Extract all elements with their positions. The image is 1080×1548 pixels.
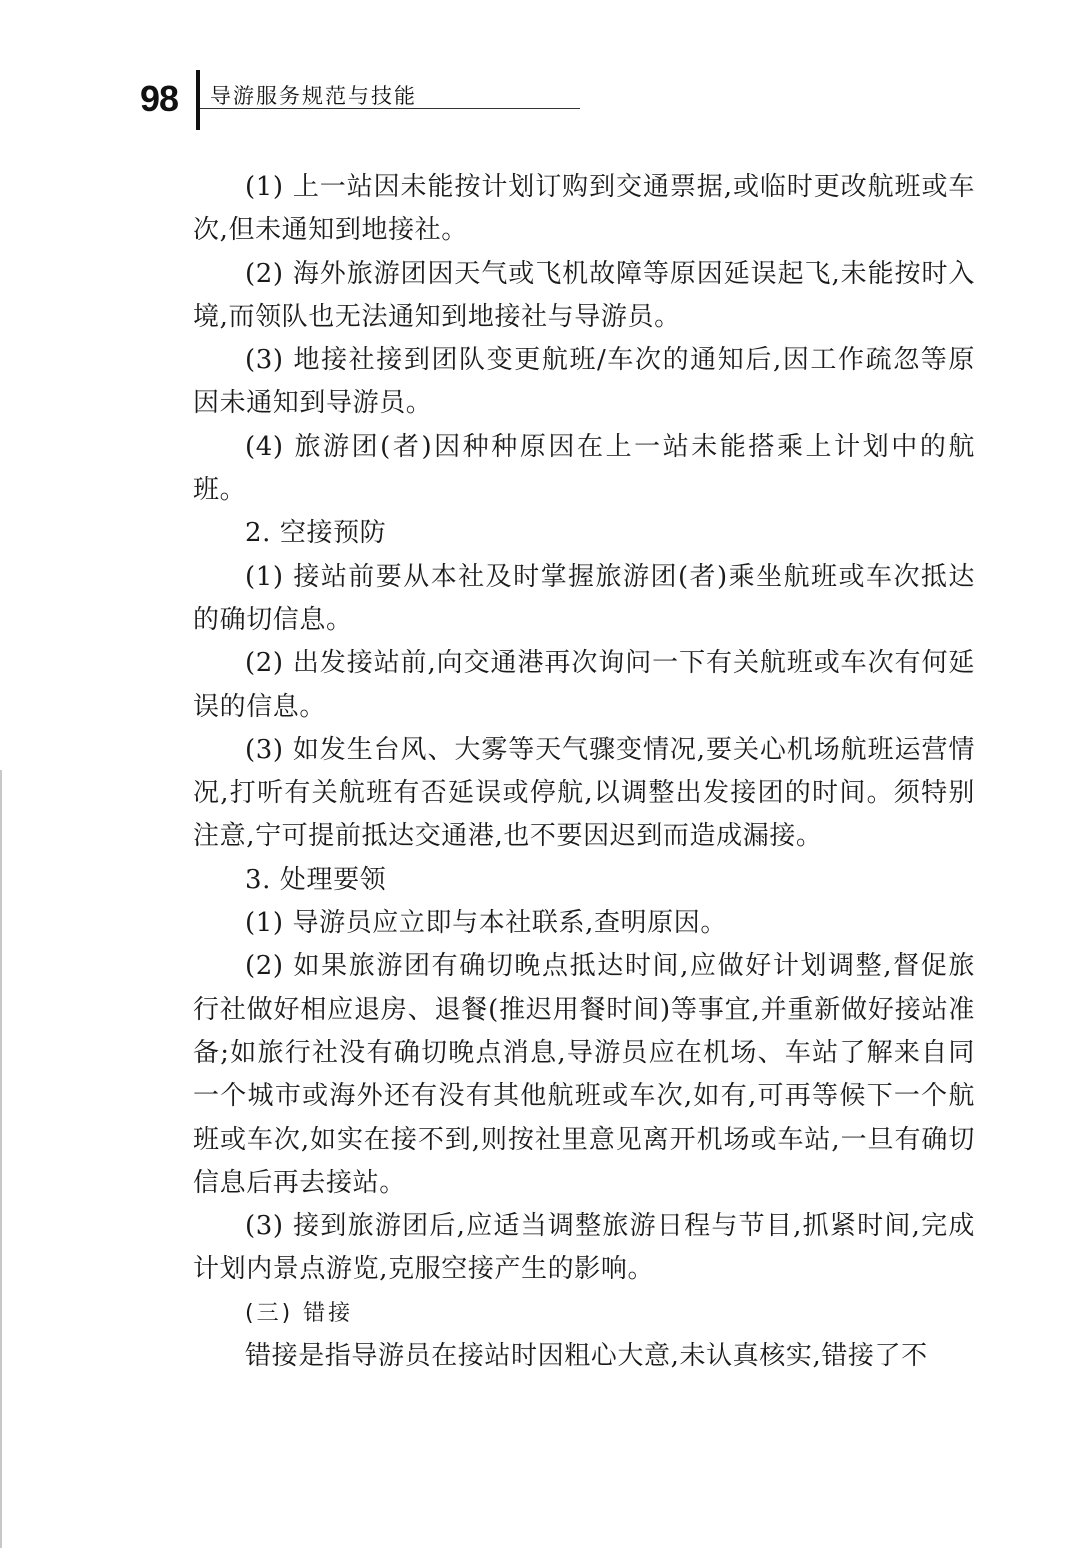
running-title: 导游服务规范与技能 — [210, 84, 417, 108]
header-divider-bar — [196, 70, 200, 130]
paragraph: (4) 旅游团(者)因种种原因在上一站未能搭乘上计划中的航班。 — [193, 431, 975, 506]
section-heading: (三) 错接 — [245, 1300, 354, 1326]
paragraph: 错接是指导游员在接站时因粗心大意,未认真核实,错接了不 — [245, 1341, 928, 1372]
header-underline — [200, 108, 580, 109]
paragraph: (2) 如果旅游团有确切晚点抵达时间,应做好计划调整,督促旅行社做好相应退房、退餐(推迟用餐时间)等事宜,并重新做好接站准备;如旅行社没有确切晚点消息,导游员应在机场、车站了解来自同一个城市或海外还有没有其他航班或车次,如有,可再等候下一个航班或车次,如实在接不到,则按社里意见离开机场或车站,一旦有确切信息后再去接站。 — [193, 951, 975, 1198]
running-header — [140, 64, 980, 134]
paragraph: (3) 接到旅游团后,应适当调整旅游日程与节目,抓紧时间,完成计划内景点游览,克服空接产生的影响。 — [193, 1211, 975, 1285]
page-number: 98 — [140, 78, 179, 119]
paragraph: (1) 上一站因未能按计划订购到交通票据,或临时更改航班或车次,但未通知到地接社。 — [193, 172, 975, 246]
paragraph: (1) 接站前要从本社及时掌握旅游团(者)乘坐航班或车次抵达的确切信息。 — [193, 561, 975, 635]
paragraph: (2) 海外旅游团因天气或飞机故障等原因延误起飞,未能按时入境,而领队也无法通知到地接社与导游员。 — [193, 258, 975, 332]
paragraph: 3. 处理要领 — [245, 864, 387, 895]
paragraph: (3) 地接社接到团队变更航班/车次的通知后,因工作疏忽等原因未通知到导游员。 — [193, 345, 975, 419]
paragraph: 2. 空接预防 — [245, 518, 387, 549]
page-body — [193, 166, 975, 1378]
paragraph: (3) 如发生台风、大雾等天气骤变情况,要关心机场航班运营情况,打听有关航班有否延误或停航,以调整出发接团的时间。须特别注意,宁可提前抵达交通港,也不要因迟到而造成漏接。 — [193, 734, 975, 852]
paragraph: (2) 出发接站前,向交通港再次询问一下有关航班或车次有何延误的信息。 — [193, 648, 975, 722]
paragraph: (1) 导游员应立即与本社联系,查明原因。 — [245, 908, 727, 939]
scan-edge-shadow — [0, 770, 2, 1548]
